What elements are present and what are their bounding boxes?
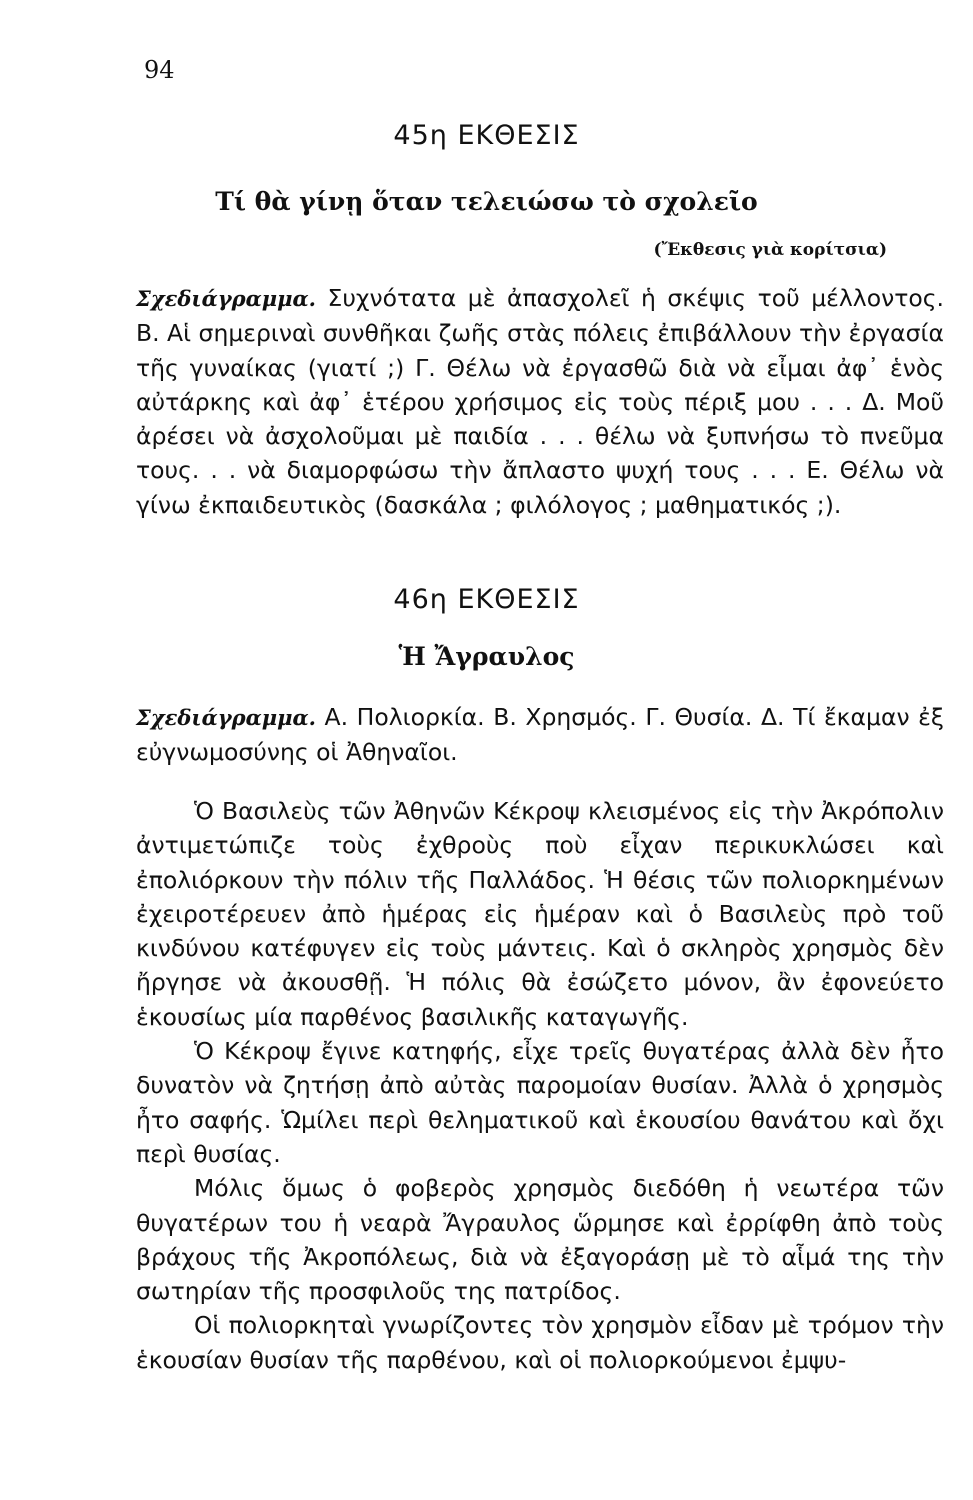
essay-45-outline	[136, 281, 944, 522]
outline-text: Συχνότατα μὲ ἀπασχολεῖ ἡ σκέψις τοῦ μέλλοντος. Β. Αἱ σημεριναὶ συνθῆκαι ζωῆς στὰς πόλεις ἐπιβάλλουν τὴν ἐργασία τῆς γυναίκας (γιατί ;) Γ. Θέλω νὰ ἐργασθῶ διὰ νὰ εἶμαι ἀφ᾽ ἑνὸς αὐτάρκης καὶ ἀφ᾽ ἑτέρου χρήσιμος εἰς τοὺς πέριξ μου . . . Δ. Μοῦ ἀρέσει νὰ ἀσχολοῦμαι μὲ παιδία . . . θέλω νὰ ξυπνήσω τὸ πνεῦμα τους. . . νὰ διαμορφώσω τὴν ἄπλαστο ψυχή τους . . . Ε. Θέλω νὰ γίνω ἐκπαιδευτικὸς (δασκάλα ; φιλόλογος ; μαθηματικός ;).	[136, 284, 944, 519]
body-paragraph: Οἱ πολιορκηταὶ γνωρίζοντες τὸν χρησμὸν εἶδαν μὲ τρόμον τὴν ἑκουσίαν θυσίαν τῆς παρθένου, καὶ οἱ πολιορκούμενοι ἐμψυ-	[136, 1311, 944, 1374]
essay-46-body	[136, 794, 944, 1377]
outline-text: Α. Πολιορκία. Β. Χρησμός. Γ. Θυσία. Δ. Τί ἔκαμαν ἐξ εὐγνωμοσύνης οἱ Ἀθηναῖοι.	[136, 703, 944, 767]
outline-label: Σχεδιάγραμμα.	[136, 705, 316, 730]
body-paragraph: Ὁ Κέκροψ ἔγινε κατηφής, εἶχε τρεῖς θυγατέρας ἀλλὰ δὲν ἦτο δυνατὸν νὰ ζητήσῃ ἀπὸ αὐτὰς παρομοίαν θυσίαν. Ἀλλὰ ὁ χρησμὸς ἦτο σαφής. Ὡμίλει περὶ θεληματικοῦ καὶ ἑκουσίου θανάτου καὶ ὄχι περὶ θυσίας.	[136, 1037, 944, 1168]
essay-45-heading: 45η ΕΚΘΕΣΙΣ	[393, 120, 580, 151]
essay-46-heading: 46η ΕΚΘΕΣΙΣ	[393, 584, 580, 615]
body-paragraph: Ὁ Βασιλεὺς τῶν Ἀθηνῶν Κέκροψ κλεισμένος εἰς τὴν Ἀκρόπολιν ἀντιμετώπιζε τοὺς ἐχθροὺς ποὺ εἶχαν περικυκλώσει καὶ ἐπολιόρκουν τὴν πόλιν τῆς Παλλάδος. Ἡ θέσις τῶν πολιορκημένων ἐχειροτέρευεν ἀπὸ ἡμέρας εἰς ἡμέραν καὶ ὁ Βασιλεὺς πρὸ τοῦ κινδύνου κατέφυγεν εἰς τοὺς μάντεις. Καὶ ὁ σκληρὸς χρησμὸς δὲν ἤργησε νὰ ἀκουσθῇ. Ἡ πόλις θὰ ἐσώζετο μόνον, ἂν ἐφονεύετο ἑκουσίως μία παρθένος βασιλικῆς καταγωγῆς.	[136, 797, 944, 1031]
page-number: 94	[144, 56, 175, 84]
outline-label: Σχεδιάγραμμα.	[136, 286, 316, 311]
essay-46-outline	[136, 700, 944, 770]
essay-45-title: Τί θὰ γίνῃ ὅταν τελειώσω τὸ σχολεῖο	[215, 187, 758, 216]
body-paragraph: Μόλις ὅμως ὁ φοβερὸς χρησμὸς διεδόθη ἡ νεωτέρα τῶν θυγατέρων του ἡ νεαρὰ Ἄγραυλος ὥρμησε καὶ ἐρρίφθη ἀπὸ τοὺς βράχους τῆς Ἀκροπόλεως, διὰ νὰ ἐξαγοράσῃ μὲ τὸ αἷμά της τὴν σωτηρίαν τῆς προσφιλοῦς της πατρίδος.	[136, 1174, 944, 1306]
essay-45-note: (Ἔκθεσις γιὰ κορίτσια)	[653, 240, 887, 260]
essay-46-title: Ἡ Ἄγραυλος	[398, 642, 575, 671]
